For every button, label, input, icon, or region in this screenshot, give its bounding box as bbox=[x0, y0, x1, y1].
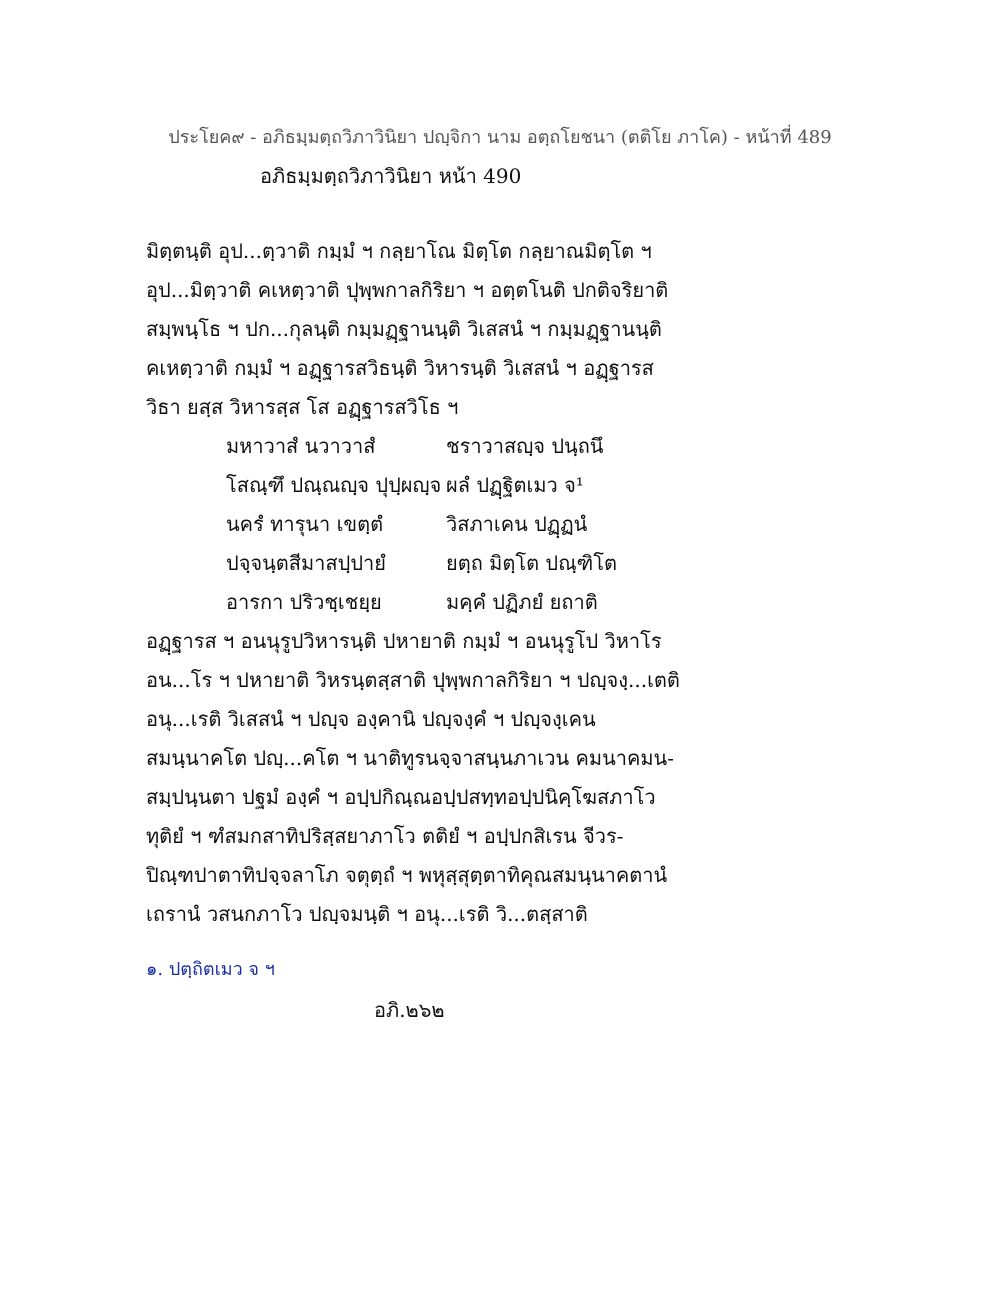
paragraph-line: สมนฺนาคโต ปญฺ...คโต ฯ นาติทูรนจฺจาสนฺนภาเวน คมนาคมน- bbox=[146, 746, 674, 770]
verse-line bbox=[146, 466, 706, 505]
verse-first-half: โสณฺฑึ ปณฺณญฺจ ปุปฺผญฺจ bbox=[226, 473, 442, 497]
verse-second-half: มคฺคํ ปฏิภยํ ยถาติ bbox=[446, 590, 598, 614]
page-reference: อภิ.๒๖๒ bbox=[374, 998, 445, 1022]
page-heading: อภิธมฺมตฺถวิภาวินิยา หน้า 490 bbox=[260, 164, 522, 188]
paragraph-line: อฏฺฐารส ฯ อนนุรูปวิหารนฺติ ปหายาติ กมฺมํ ฯ อนนุรูโป วิหาโร bbox=[146, 629, 662, 653]
paragraph-line: สมฺปนฺนตา ปฐมํ องฺคํ ฯ อปฺปกิณฺณอปฺปสทฺทอปฺปนิคฺโฆสภาโว bbox=[146, 785, 656, 809]
paragraph-line: มิตฺตนฺติ อุป...ตฺวาติ กมฺมํ ฯ กลฺยาโณ มิตฺโต กลฺยาณมิตฺโต ฯ bbox=[146, 239, 652, 263]
paragraph-line: ทุติยํ ฯ ฑํสมกสาทิปริสฺสยาภาโว ตติยํ ฯ อปฺปกสิเรน จีวร- bbox=[146, 824, 624, 848]
verse-second-half: ชราวาสญฺจ ปนฺถนึ bbox=[446, 434, 604, 458]
verse-first-half: ปจฺจนฺตสีมาสปฺปายํ bbox=[226, 551, 386, 575]
paragraph-line: วิธา ยสฺส วิหารสฺส โส อฏฺฐารสวิโธ ฯ bbox=[146, 395, 459, 419]
verse-line bbox=[146, 583, 706, 622]
paragraph-line: คเหตฺวาติ กมฺมํ ฯ อฏฺฐารสวิธนฺติ วิหารนฺติ วิเสสนํ ฯ อฏฺฐารส bbox=[146, 356, 654, 380]
verse-second-half: ยตฺถ มิตฺโต ปณฺฑิโต bbox=[446, 551, 618, 575]
verse-second-half: วิสภาเคน ปฏฺฏนํ bbox=[446, 512, 588, 536]
paragraph-line: อุป...มิตฺวาติ คเหตฺวาติ ปุพฺพกาลกิริยา ฯ อตฺตโนติ ปกติจริยาติ bbox=[146, 278, 669, 302]
verse-first-half: มหาวาสํ นวาวาสํ bbox=[226, 434, 376, 458]
verse-first-half: นครํ ทารุนา เขตฺตํ bbox=[226, 512, 384, 536]
verse-first-half: อารกา ปริวชฺเชยฺย bbox=[226, 590, 382, 614]
verse-second-half: ผลํ ปฏฺฐิตเมว จ¹ bbox=[446, 473, 584, 497]
verse-line bbox=[146, 544, 706, 583]
paragraph-line: สมฺพนฺโธ ฯ ปก...กุลนฺติ กมฺมฏฺฐานนฺติ วิเสสนํ ฯ กมฺมฏฺฐานนฺติ bbox=[146, 317, 662, 341]
body-text bbox=[146, 232, 706, 934]
footnote: ๑. ปตฺถิตเมว จ ฯ bbox=[146, 959, 275, 980]
paragraph-line: เถรานํ วสนกภาโว ปญฺจมนฺติ ฯ อนุ...เรติ วิ...ตสฺสาติ bbox=[146, 902, 588, 926]
verse-line bbox=[146, 505, 706, 544]
verse-line bbox=[146, 427, 706, 466]
paragraph-line: อนุ...เรติ วิเสสนํ ฯ ปญฺจ องฺคานิ ปญฺจงฺคํ ฯ ปญฺจงฺเคน bbox=[146, 707, 596, 731]
running-header: ประโยค๙ - อภิธมฺมตฺถวิภาวินิยา ปญฺจิกา นาม อตฺถโยชนา (ตติโย ภาโค) - หน้าที่ 489 bbox=[168, 127, 832, 148]
paragraph-line: อน...โร ฯ ปหายาติ วิหรนฺตสฺสาติ ปุพฺพกาลกิริยา ฯ ปญฺจงฺ...เตติ bbox=[146, 668, 680, 692]
paragraph-line: ปิณฺฑปาตาทิปจฺจลาโภ จตุตฺถํ ฯ พหุสฺสุตฺตาทิคุณสมนฺนาคตานํ bbox=[146, 863, 668, 887]
